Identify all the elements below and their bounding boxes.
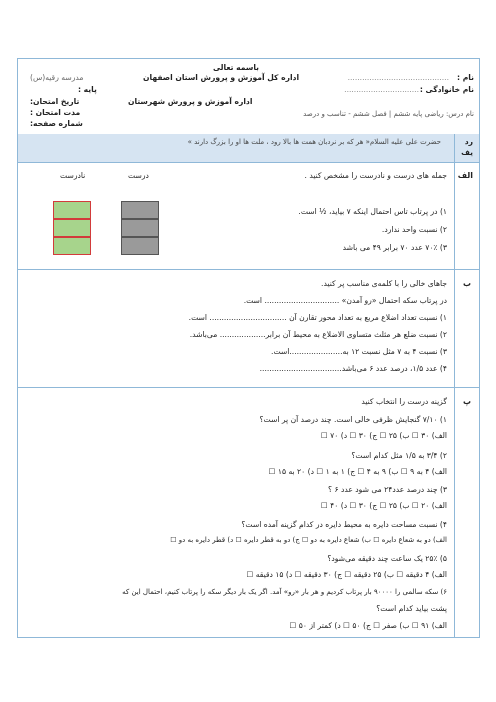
- s2-item-2: ۲) نسبت ضلع هر مثلث متساوی الاضلاع به محیط آن برابر................... می‌باشد.: [189, 330, 447, 339]
- section3-title: گزینه درست را انتخاب کنید: [361, 397, 447, 406]
- s3-q6-cont: پشت بیاید کدام است؟: [376, 604, 447, 613]
- s3-q1: ۱) ۷/۱۰ گنجایش ظرفی خالی است. چند درصد آن پر است؟: [259, 415, 447, 424]
- section1-title: جمله های درست و نادرست را مشخص کنید .: [304, 171, 447, 180]
- school-name: مدرسه رقیه(س): [30, 73, 84, 82]
- s2-item-4: ۴) عدد ۱/۵، درصد عدد ۶ می‌باشد..................................: [259, 364, 447, 373]
- s3-q6: ۶) سکه سالمی را ۹۰۰۰۰ بار پرتاب کردیم و هر بار «رو» آمد. اگر یک بار دیگر سکه را پرتاب کنیم، احتمال این که: [122, 588, 447, 596]
- true-box-3[interactable]: [121, 237, 159, 255]
- section2-letter: ب: [462, 279, 471, 288]
- grade-label: پایه :: [78, 85, 97, 94]
- exam-date-label: تاریخ امتحان:: [30, 97, 80, 106]
- divider-2: [18, 387, 479, 388]
- quote-band: [18, 134, 479, 163]
- exam-header: [18, 59, 479, 135]
- s3-q2-options[interactable]: الف) ۴ به ۹ ☐ ب) ۹ به ۴ ☐ ج) ۱ به ۱ ☐ د) ۲۰ به ۱۵ ☐: [268, 467, 447, 476]
- s1-item-2: ۲) نسبت واحد ندارد.: [381, 225, 447, 234]
- s3-q3-options[interactable]: الف) ۲۰ ☐ ب) ۲۵ ☐ ج) ۳۰ ☐ د) ۴۰ ☐: [320, 501, 447, 510]
- quote-text: حضرت علی علیه السلام« هر که بر نردبان همت ها بالا رود ، ملت ها او را بزرگ دارند »: [187, 138, 441, 146]
- duration-label: مدت امتحان :: [30, 108, 81, 117]
- col-true-label: درست: [128, 171, 149, 180]
- column-divider: [454, 134, 455, 637]
- subject-line: نام درس: ریاضی پایه ششم | فصل ششم - تناسب و درصد: [303, 110, 474, 118]
- col-false-label: نادرست: [60, 171, 86, 180]
- s1-item-1: ۱) در پرتاب تاس احتمال اینکه ۷ بیاید، ½ است.: [298, 207, 447, 216]
- family-dots: ...............................: [344, 85, 419, 94]
- true-box-1[interactable]: [121, 201, 159, 219]
- s3-q3: ۳) چند درصد عدد۲۴ می شود عدد ۶ ؟: [328, 485, 447, 494]
- row-label-2: یف: [461, 148, 473, 157]
- section3-letter: پ: [462, 397, 471, 406]
- page-no-label: شماره صفحه:: [30, 119, 83, 128]
- s2-item-1: ۱) نسبت تعداد اضلاع مربع به تعداد محور تقارن آن ................................ است.: [188, 313, 447, 322]
- row-label: رد: [464, 137, 473, 146]
- s3-q1-options[interactable]: الف) ۳۰ ☐ ب) ۲۵ ☐ ج) ۳۰ ☐ د) ۷۰ ☐: [320, 431, 447, 440]
- s2-item-0: در پرتاب سکه احتمال «رو آمدن» ............................... است.: [243, 296, 447, 305]
- bismillah: باسمه تعالی: [213, 63, 260, 72]
- exam-page: [17, 58, 480, 638]
- false-box-2[interactable]: [53, 219, 91, 237]
- org-city: اداره آموزش و پرورش شهرستان: [128, 97, 253, 106]
- section1-letter: الف: [457, 171, 473, 180]
- false-box-1[interactable]: [53, 201, 91, 219]
- s3-q4: ۴) نسبت مساحت دایره به محیط دایره در کدام گزینه آمده است؟: [241, 520, 447, 529]
- true-box-2[interactable]: [121, 219, 159, 237]
- section2-title: جاهای خالی را با کلمه‌ی مناسب پر کنید.: [321, 279, 447, 288]
- family-label: نام خانوادگی :: [419, 85, 474, 94]
- org-province: اداره کل آموزش و پرورش استان اصفهان: [143, 73, 300, 82]
- s2-item-3: ۳) نسبت ۴ به ۷ مثل نسبت ۱۲ به......................است.: [271, 347, 447, 356]
- divider-1: [18, 269, 479, 270]
- s3-q6-options[interactable]: الف) ۹۱ ☐ ب) صفر ☐ ج) ۵۰ ☐ د) کمتر از ۵۰ ☐: [289, 621, 447, 630]
- s3-q5: ۵) ۲۵٪ یک ساعت چند دقیقه می‌شود؟: [327, 554, 447, 563]
- name-label: نام :: [457, 73, 474, 82]
- s3-q4-options[interactable]: الف) دو به شعاع دایره ☐ ب) شعاع دایره به دو ☐ ج) دو به قطر دایره ☐ د) قطر دایره به دو ☐: [170, 536, 447, 544]
- false-box-3[interactable]: [53, 237, 91, 255]
- name-dots: ..........................................: [347, 73, 449, 82]
- s3-q2: ۲) ۳/۴ به ۱/۵ مثل کدام است؟: [351, 451, 447, 460]
- s3-q5-options[interactable]: الف) ۴ دقیقه ☐ ب) ۲۵ دقیقه ☐ ج) ۳۰ دقیقه ☐ د) ۱۵ دقیقه ☐: [246, 570, 447, 579]
- s1-item-3: ۳) ۷۰٪ عدد ۷۰ برابر ۴۹ می باشد: [342, 243, 447, 252]
